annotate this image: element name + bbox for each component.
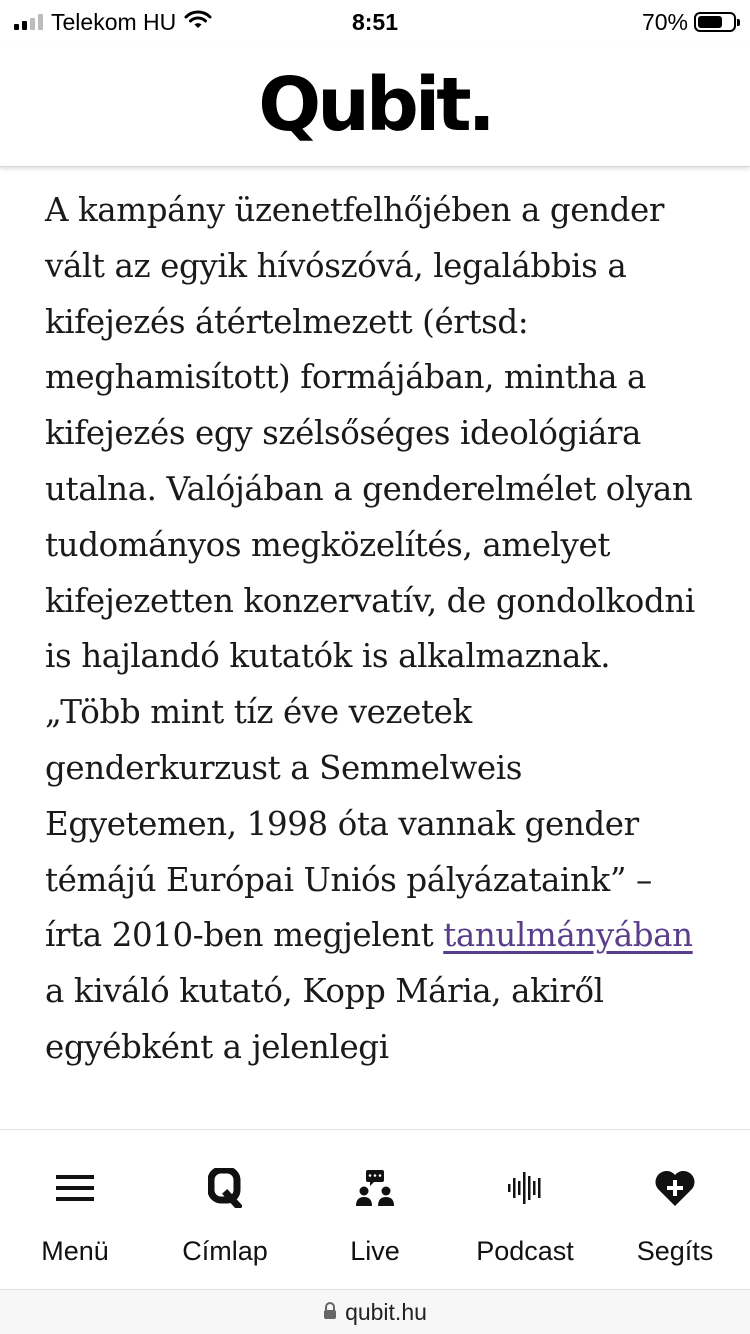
nav-item-segits[interactable] bbox=[600, 1166, 750, 1267]
nav-label-cimlap: Címlap bbox=[182, 1236, 268, 1266]
q-logo-icon bbox=[208, 1166, 242, 1210]
status-left bbox=[14, 9, 274, 36]
nav-label-live: Live bbox=[350, 1236, 400, 1266]
bottom-nav bbox=[0, 1129, 750, 1289]
nav-label-menu: Menü bbox=[41, 1236, 109, 1266]
heart-plus-icon bbox=[654, 1166, 696, 1210]
site-header bbox=[0, 44, 750, 167]
live-chat-icon bbox=[355, 1166, 395, 1210]
status-bar bbox=[0, 0, 750, 44]
battery-icon bbox=[694, 12, 736, 32]
nav-item-podcast[interactable] bbox=[450, 1166, 600, 1267]
status-time: 8:51 bbox=[351, 8, 399, 35]
article-text-before-link: A kampány üzenetfelhőjében a gender vált az egyik hívószóvá, legalábbis a kifejezés átértelmezett (értsd: meghamisított) formájában, mintha a kifejezés egy szélsőséges ideológiára utalna. Valójában a genderelmélet olyan tudományos megközelítés, amelyet kifejezetten konzervatív, de gondolkodni is hajlandó kutatók is alkalmaznak. „Több mint tíz éve vezetek genderkurzust a Semmelweis Egyetemen, 1998 óta vannak gender témájú Európai Uniós pályázataink” – írta 2010-ben megjelent bbox=[45, 191, 695, 955]
nav-item-live[interactable] bbox=[300, 1166, 450, 1267]
nav-item-cimlap[interactable] bbox=[150, 1166, 300, 1267]
menu-icon bbox=[56, 1166, 94, 1210]
battery-percent: 70% bbox=[641, 8, 688, 35]
nav-label-segits: Segíts bbox=[636, 1236, 714, 1266]
article-paragraph bbox=[45, 183, 705, 1076]
podcast-waveform-icon bbox=[507, 1166, 543, 1210]
nav-label-podcast: Podcast bbox=[476, 1236, 574, 1266]
url-domain: qubit.hu bbox=[345, 1298, 427, 1325]
qubit-logo[interactable]: Qubit. bbox=[258, 62, 492, 148]
lock-icon bbox=[323, 1299, 337, 1326]
article-body bbox=[0, 167, 750, 1129]
study-link[interactable]: tanulmányában bbox=[443, 916, 693, 955]
url-bar[interactable] bbox=[0, 1289, 750, 1334]
carrier-name: Telekom HU bbox=[51, 8, 177, 35]
article-text-after-link: a kiváló kutató, Kopp Mária, akiről egyébként a jelenlegi bbox=[45, 972, 604, 1066]
nav-item-menu[interactable] bbox=[0, 1166, 150, 1267]
signal-icon bbox=[14, 14, 43, 30]
status-right bbox=[476, 9, 736, 36]
wifi-icon bbox=[184, 9, 212, 36]
